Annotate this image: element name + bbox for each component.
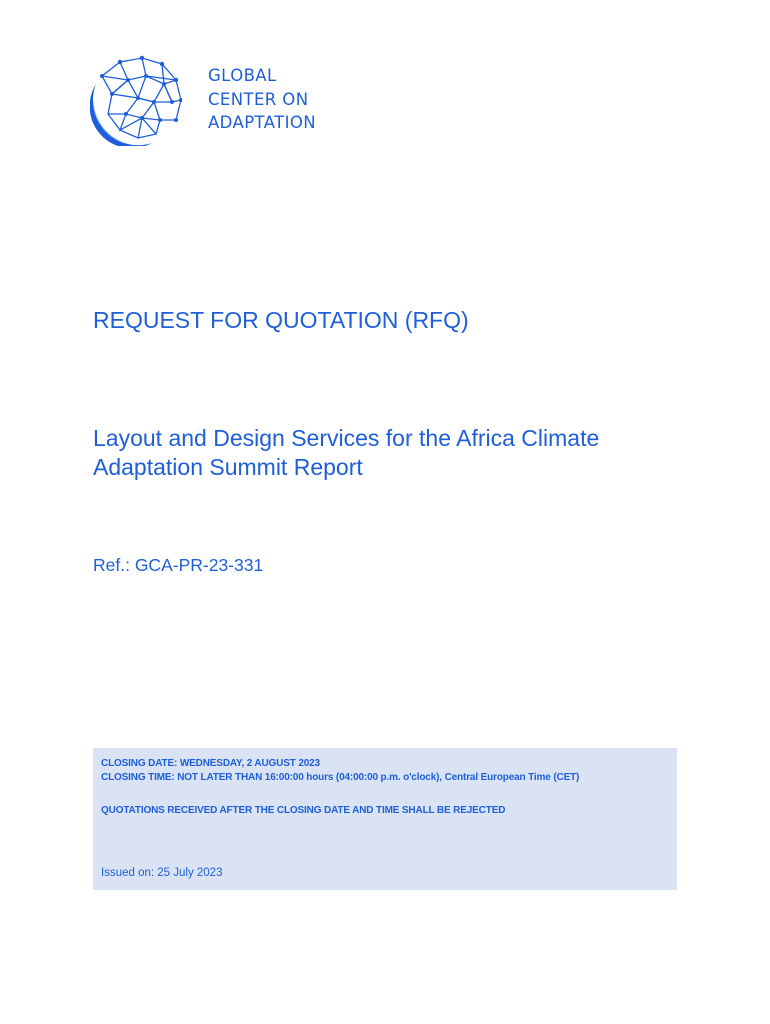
organization-name-line-2: CENTER ON (208, 89, 309, 109)
document-title (93, 424, 713, 482)
closing-date: CLOSING DATE: WEDNESDAY, 2 AUGUST 2023 (101, 758, 320, 769)
logo (90, 54, 182, 146)
rejection-notice: QUOTATIONS RECEIVED AFTER THE CLOSING DATE AND TIME SHALL BE REJECTED (101, 805, 506, 816)
document-title-line-2: Adaptation Summit Report (93, 454, 363, 480)
closing-notice-box (93, 748, 677, 890)
organization-name (208, 64, 408, 135)
organization-name-line-3: ADAPTATION (208, 113, 317, 132)
organization-name-line-1: GLOBAL (208, 66, 277, 85)
document-reference: Ref.: GCA-PR-23-331 (93, 555, 264, 575)
document-title-line-1: Layout and Design Services for the Africa Climate (93, 425, 600, 451)
issued-on-date: Issued on: 25 July 2023 (101, 867, 223, 879)
closing-time: CLOSING TIME: NOT LATER THAN 16:00:00 hours (04:00:00 p.m. o'clock), Central European Time (CET) (101, 772, 580, 783)
geodesic-globe-icon (90, 54, 182, 146)
document-type-heading: REQUEST FOR QUOTATION (RFQ) (93, 307, 469, 333)
